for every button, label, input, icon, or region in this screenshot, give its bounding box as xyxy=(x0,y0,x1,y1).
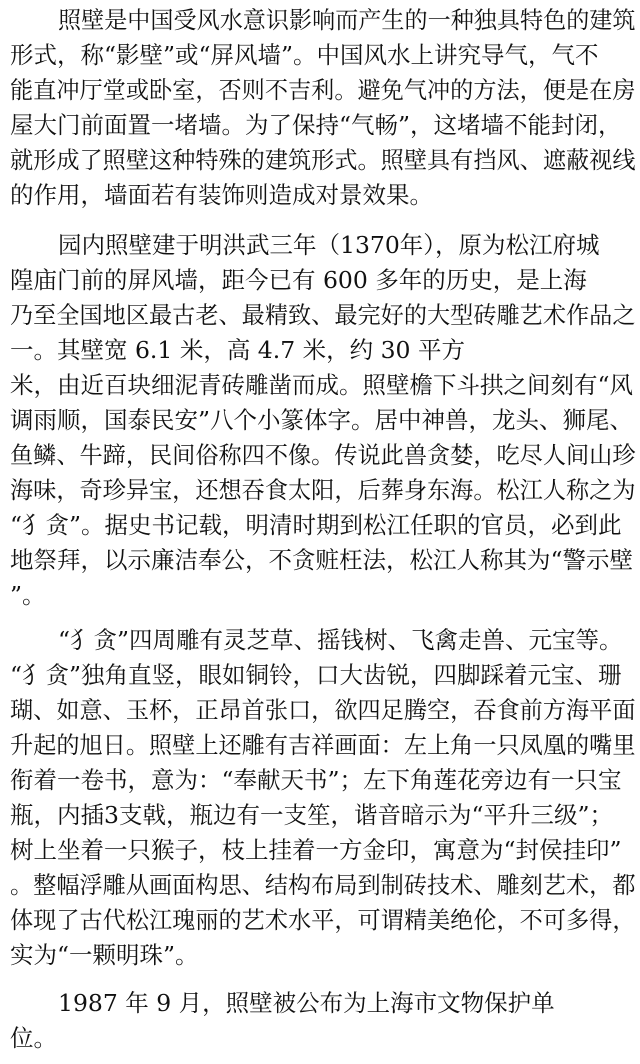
paragraph-2-line-1: 园内照壁建于明洪武三年（1370年），原为松江府城 xyxy=(58,231,600,259)
paragraph-2-line-6: 调雨顺，国泰民安”八个小篆体字。居中神兽，龙头、狮尾、 xyxy=(10,406,634,434)
paragraph-1-line-3: 能直冲厅堂或卧室，否则不吉利。避免气冲的方法，便是在房 xyxy=(10,76,636,104)
paragraph-1-line-1: 照壁是中国受风水意识影响而产生的一种独具特色的建筑 xyxy=(58,6,636,34)
paragraph-3-line-8: 。整幅浮雕从画面构思、结构布局到制砖技术、雕刻艺术，都 xyxy=(10,871,636,899)
paragraph-3-line-5: 衔着一卷书，意为：“奉献天书”；左下角莲花旁边有一只宝 xyxy=(10,766,622,794)
paragraph-1-line-2: 形式，称“影壁”或“屏风墙”。中国风水上讲究导气，气不 xyxy=(10,41,599,69)
paragraph-2-line-4: 一。其壁宽 6.1 米，高 4.7 米，约 30 平方 xyxy=(10,336,465,364)
paragraph-4-line-2: 位。 xyxy=(10,1024,57,1052)
paragraph-1-line-5: 就形成了照壁这种特殊的建筑形式。照壁具有挡风、遮蔽视线 xyxy=(10,146,636,174)
paragraph-3-line-7: 树上坐着一只猴子，枝上挂着一方金印，寓意为“封侯挂印” xyxy=(10,836,622,864)
paragraph-2-line-2: 隍庙门前的屏风墙，距今已有 600 多年的历史，是上海 xyxy=(10,266,587,294)
paragraph-3-line-9: 体现了古代松江瑰丽的艺术水平，可谓精美绝伦，不可多得， xyxy=(10,906,636,934)
paragraph-3-line-6: 瓶，内插3支戟，瓶边有一支笙，谐音暗示为“平升三级”； xyxy=(10,801,613,829)
paragraph-2-line-3: 乃至全国地区最古老、最精致、最完好的大型砖雕艺术作品之 xyxy=(10,301,636,329)
paragraph-3-line-10: 实为“一颗明珠”。 xyxy=(10,941,199,969)
paragraph-3-line-3: 瑚、如意、玉杯，正昂首张口，欲四足腾空，吞食前方海平面 xyxy=(10,696,636,724)
paragraph-1-line-6: 的作用，墙面若有装饰则造成对景效果。 xyxy=(10,181,433,209)
paragraph-1-line-4: 屋大门前面置一堵墙。为了保持“气畅”，这堵墙不能封闭， xyxy=(10,111,622,139)
paragraph-2-line-8: 海味，奇珍异宝，还想吞食太阳，后葬身东海。松江人称之为 xyxy=(10,476,636,504)
paragraph-4-line-1: 1987 年 9 月，照壁被公布为上海市文物保护单 xyxy=(58,989,555,1017)
paragraph-2-line-11: ”。 xyxy=(10,581,46,609)
paragraph-3-line-4: 升起的旭日。照壁上还雕有吉祥画面：左上角一只凤凰的嘴里 xyxy=(10,731,636,759)
paragraph-2-line-7: 鱼鳞、牛蹄，民间俗称四不像。传说此兽贪婪，吃尽人间山珍 xyxy=(10,441,636,469)
paragraph-2-line-5: 米，由近百块细泥青砖雕凿而成。照壁檐下斗拱之间刻有“风 xyxy=(10,371,634,399)
paragraph-3-line-2: “犭贪”独角直竖，眼如铜铃，口大齿锐，四脚踩着元宝、珊 xyxy=(10,661,622,689)
paragraph-3-line-1: “犭贪”四周雕有灵芝草、摇钱树、飞禽走兽、元宝等。 xyxy=(58,626,623,654)
paragraph-2-line-10: 地祭拜，以示廉洁奉公，不贪赃枉法，松江人称其为“警示壁 xyxy=(10,546,634,574)
paragraph-2-line-9: “犭贪”。据史书记载，明清时期到松江任职的官员，必到此 xyxy=(10,511,622,539)
